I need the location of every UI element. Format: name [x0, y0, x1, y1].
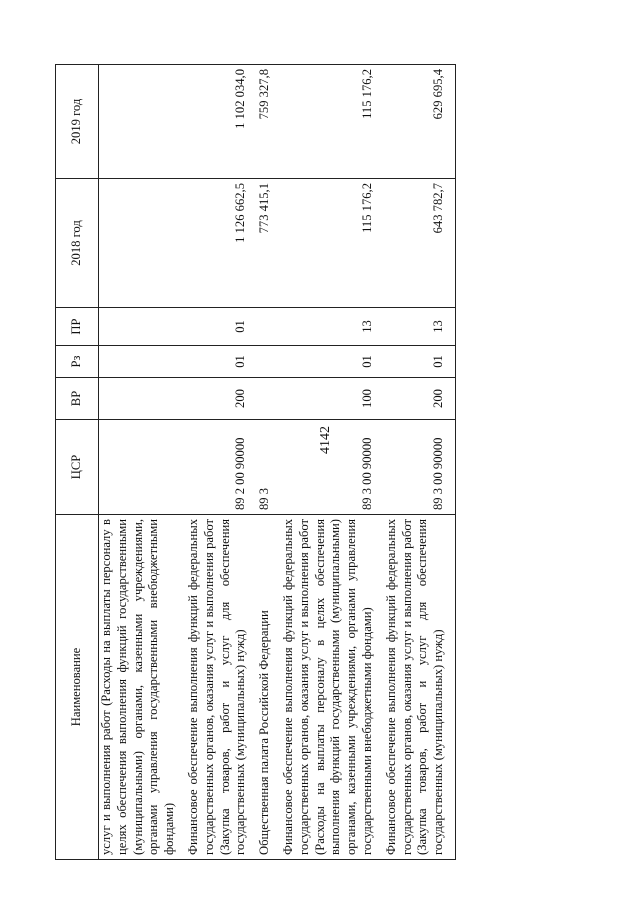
row-vr: 100 [281, 378, 384, 420]
row-rz: 01 [186, 346, 257, 378]
row-2018 [99, 179, 186, 308]
row-name: Финансовое обеспечение выполнения функций федеральных государственных органов, оказания услуг и выполнения работ (Закупка товаров, работ и услуг для обеспечения государственных (муниципальных) нужд) [384, 515, 456, 860]
row-name: Финансовое обеспечение выполнения функций федеральных государственных органов, оказания услуг и выполнения работ (Закупка товаров, работ и услуг для обеспечения государственных (муниципальных) нужд) [186, 515, 257, 860]
table-row [384, 65, 456, 860]
row-vr [257, 378, 281, 420]
row-2018: 115 176,2 [281, 179, 384, 308]
header-2019: 2019 год [56, 65, 99, 179]
row-2019: 629 695,4 [384, 65, 456, 179]
header-pr: ПР [56, 308, 99, 346]
row-pr: 13 [384, 308, 456, 346]
header-vr: ВР [56, 378, 99, 420]
header-name: Наименование [56, 515, 99, 860]
row-vr: 200 [384, 378, 456, 420]
row-name: Общественная палата Российской Федерации [257, 515, 281, 860]
table-row [257, 65, 281, 860]
table-header [56, 65, 99, 860]
row-name: Финансовое обеспечение выполнения функций федеральных государственных органов, оказания услуг и выполнения работ (Расходы на выплаты персоналу в целях обеспечения выполнения функций государственными (муниципальными) органами, казенными учреждениями, органами управления государственными внебюджетными фондами) [281, 515, 384, 860]
row-2018: 643 782,7 [384, 179, 456, 308]
row-2019: 1 102 034,0 [186, 65, 257, 179]
row-vr [99, 378, 186, 420]
row-csr: 89 3 [257, 420, 281, 515]
row-vr: 200 [186, 378, 257, 420]
table-body [99, 65, 456, 860]
row-pr: 01 [186, 308, 257, 346]
row-csr [99, 420, 186, 515]
row-2018: 1 126 662,5 [186, 179, 257, 308]
row-pr: 13 [281, 308, 384, 346]
row-rz: 01 [281, 346, 384, 378]
table-row [99, 65, 186, 860]
budget-table [55, 64, 456, 860]
row-pr [257, 308, 281, 346]
row-csr: 89 3 00 90000 [384, 420, 456, 515]
row-rz [99, 346, 186, 378]
row-2019 [99, 65, 186, 179]
header-rz: Рз [56, 346, 99, 378]
header-2018: 2018 год [56, 179, 99, 308]
page-number: 4142 [318, 426, 333, 454]
row-2018: 773 415,1 [257, 179, 281, 308]
row-rz: 01 [384, 346, 456, 378]
row-pr [99, 308, 186, 346]
table-row [281, 65, 384, 860]
row-name: услуг и выполнения работ (Расходы на выплаты персоналу в целях обеспечения выполнения функций государственными (муниципальными) органами, казенными учреждениями, органами управления государственными внебюджетными фондами) [99, 515, 186, 860]
row-csr: 89 3 00 90000 [281, 420, 384, 515]
table-row [186, 65, 257, 860]
row-rz [257, 346, 281, 378]
header-row [56, 65, 99, 860]
row-csr: 89 2 00 90000 [186, 420, 257, 515]
header-csr: ЦСР [56, 420, 99, 515]
row-2019: 759 327,8 [257, 65, 281, 179]
rotated-page-content [55, 65, 575, 860]
row-2019: 115 176,2 [281, 65, 384, 179]
